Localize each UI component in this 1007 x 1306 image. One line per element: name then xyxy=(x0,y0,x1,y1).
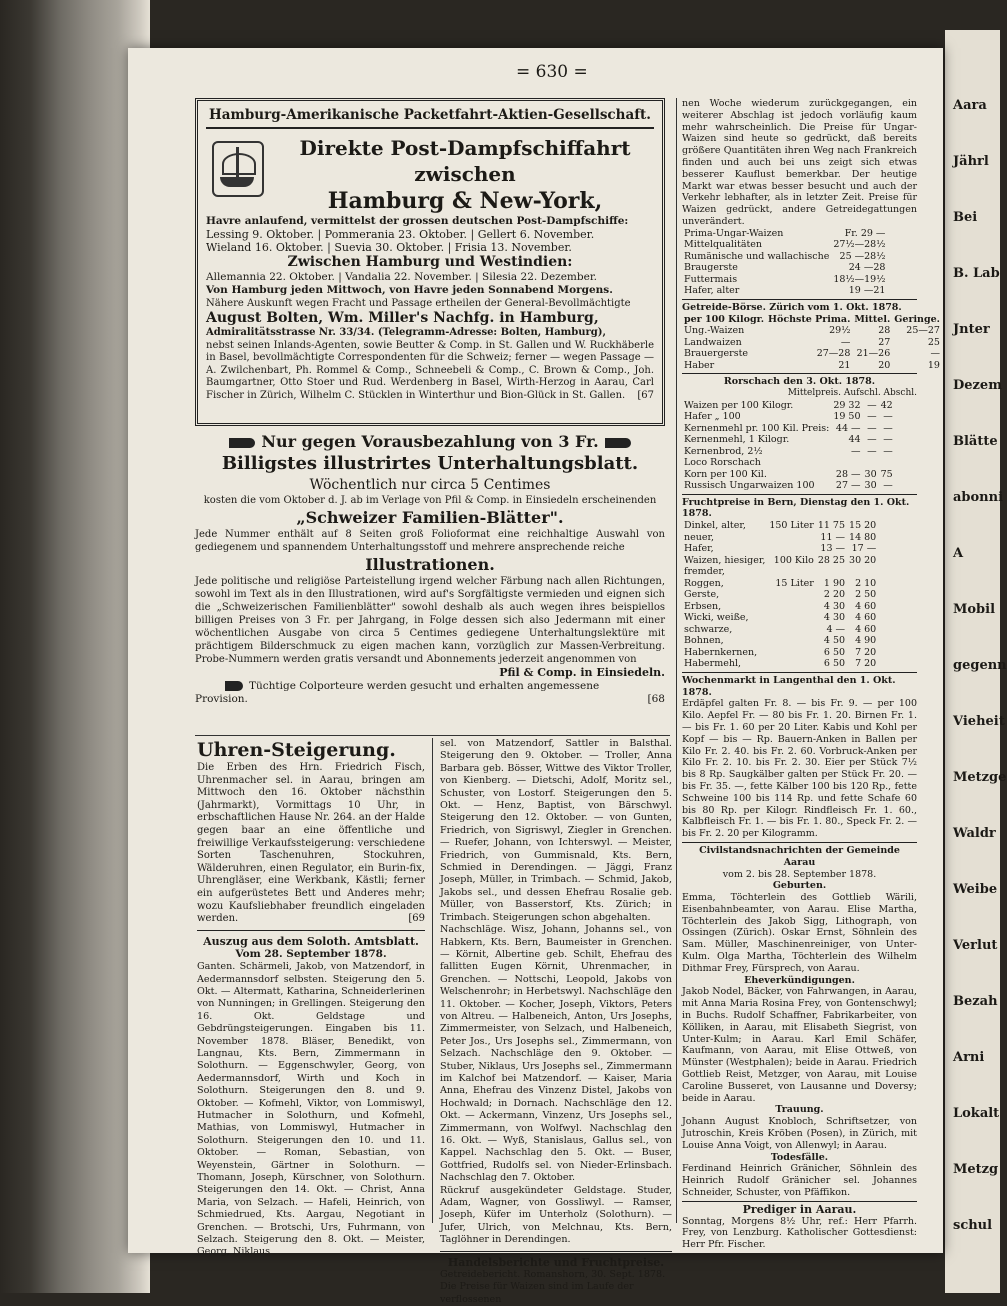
pointing-hand-icon xyxy=(225,681,243,691)
rorschach-cell: 30 xyxy=(864,480,877,492)
facing-page-fragment: Waldr xyxy=(953,826,996,841)
bern-cell xyxy=(767,543,815,555)
romanshorn-row xyxy=(682,285,887,297)
rorschach-cell: Waizen per 100 Kilogr. xyxy=(684,399,794,411)
bern-cell: 17 — xyxy=(851,543,877,555)
zurich-row xyxy=(682,325,942,337)
rorschach-price-table xyxy=(682,400,895,492)
bern-row xyxy=(682,532,878,544)
rorschach-cell: Loco Rorschach xyxy=(684,457,761,469)
bern-cell: Wicki, weiße, xyxy=(684,612,749,624)
bern-cell: 6 50 xyxy=(823,658,846,670)
rorschach-row xyxy=(682,423,895,435)
hapag-weekly-line: Von Hamburg jeden Mittwoch, von Havre jeden Sonnabend Morgens. xyxy=(206,284,613,296)
zurich-cell: 19 xyxy=(927,359,940,371)
bern-cell xyxy=(767,589,815,601)
zurich-header-cell: per 100 Kilogr. xyxy=(684,313,765,325)
romanshorn-cell: Mittelqualitäten xyxy=(684,239,763,251)
hapag-address: Admiralitätsstrasse Nr. 33/34. (Telegramm-Adresse: Bolten, Hamburg), xyxy=(206,327,606,338)
amtsblatt-body: Ganten. Schärmeli, Jakob, von Matzendorf, in Aedermannsdorf selbsten. Steigerung den 5. Okt. — Altermatt, Katharina, Schneiderlerinen von Nunningen; in Grellingen. Steigerung den 16. Okt. Geldstage und Gebdrüngsteigerungen. Eingaben bis 11. November 1878. Bläser, Benedikt, von Langnau, Kts. Bern, Zimmermann in Solothurn. — Eggenschwyler, Georg, von Aedermannsdorf, Wirth und Koch in Solothurn. Steigerungen den 8. und 9. Oktober. — Kofmehl, Viktor, von Lommiswyl, Hutmacher in Solothurn, und Kofmehl, Mathias, von Lommiswyl, Hutmacher in Solothurn. Steigerungen den 10. und 11. Oktober. — Roman, Sebastian, von Weyenstein, Gärtner in Solothurn. — Thomann, Joseph, Kürschner, von Solothurn. Steigerungen den 14. Okt. — Christ, Anna Maria, von Selzach. — Hafeli, Heinrich, von Schmiedrued, Kts. Aargau, Negotiant in Grenchen. — Brotschi, Urs, Fuhrmann, von Selzach. Steigerung den 8. Okt. — Meister, Georg, Niklaus xyxy=(197,961,425,1258)
hapag-sailings-row1: Lessing 9. Oktober. | Pommerania 23. Oktober. | Gellert 6. November. xyxy=(206,228,595,241)
bern-cell xyxy=(767,624,815,636)
pointing-hand-icon xyxy=(605,438,631,448)
bern-cell: Hafer, xyxy=(684,543,714,555)
facing-page-fragment: Arni xyxy=(953,1050,985,1065)
uhren-body xyxy=(197,762,425,926)
blatt-magazine-name: „Schweizer Familien-Blätter". xyxy=(296,508,564,527)
blatt-subtitle: Wöchentlich nur circa 5 Centimes xyxy=(309,477,551,493)
langenthal-title: Wochenmarkt in Langenthal den 1. Okt. 1878. xyxy=(682,674,896,698)
left-column xyxy=(197,738,425,1259)
rorschach-row xyxy=(682,400,895,412)
zurich-cell: 27 xyxy=(878,336,891,348)
zurich-cell: 25—27 xyxy=(906,325,940,337)
facing-page-fragment: Blätte xyxy=(953,434,998,449)
bern-cell: Bohnen, xyxy=(684,635,724,647)
rorschach-cell: — xyxy=(867,445,877,457)
bern-row xyxy=(682,635,878,647)
bern-cell: 7 20 xyxy=(855,658,877,670)
rorschach-title: Rorschach den 3. Okt. 1878. xyxy=(723,376,876,388)
bern-cell: fremder, xyxy=(684,566,725,578)
bern-cell xyxy=(767,532,815,544)
romanshorn-cell: 18½—19½ xyxy=(833,273,886,285)
bern-cell: 4 60 xyxy=(855,623,877,635)
page-number: = 630 = xyxy=(516,62,588,82)
civil-title: Civilstandsnachrichten der Gemeinde Aarau xyxy=(699,844,900,868)
romanshorn-cell: Braugerste xyxy=(684,262,738,274)
hapag-advertisement xyxy=(195,98,665,426)
bern-cell xyxy=(767,635,815,647)
rorschach-cell: Kernenmehl pr. 100 Kil. Preis: xyxy=(684,422,830,434)
uhren-title: Uhren-Steigerung. xyxy=(197,739,396,761)
blatt-illustrationen: Illustrationen. xyxy=(365,555,495,574)
romanshorn-cell: 24 —28 xyxy=(848,262,886,274)
romanshorn-cell: Fr. 29 — xyxy=(844,227,886,239)
bern-cell: neuer, xyxy=(684,531,714,543)
rorschach-cell: Russisch Ungarwaizen 100 xyxy=(684,480,815,492)
right-column xyxy=(682,98,940,1251)
bern-title: Fruchtpreise in Bern, Dienstag den 1. Okt. 1878. xyxy=(682,496,910,520)
blatt-provision: Provision. xyxy=(195,693,248,705)
hapag-ref: [67 xyxy=(637,389,654,401)
geburten-title: Geburten. xyxy=(772,880,827,892)
romanshorn-cell: Rumänische und wallachische xyxy=(684,250,830,262)
bern-cell: 7 20 xyxy=(855,646,877,658)
handel-body: Getreidebericht. Romanshorn, 30. Sept. 1878. Die Preise für Waizen sind im Laufe der verflossenen xyxy=(440,1268,666,1305)
romanshorn-row xyxy=(682,239,887,251)
langenthal-body: Erdäpfel galten Fr. 8. — bis Fr. 9. — per 100 Kilo. Aepfel Fr. — 80 bis Fr. 1. 20. Birnen Fr. 1. — bis Fr. 1. 60 per 20 Liter. Kabis und Kohl per Kopf — bis — Rp. Bauern-Anken in Ballen per Kilo Fr. 2. 40. bis Fr. 2. 60. Vorbruck-Anken per Kilo Fr. 2. 10. bis Fr. 2. 30. Eier per Stück 7½ bis 8 Rp. Saugkälber galten per Stück Fr. 20. — bis Fr. 35. —, fette Kälber 100 bis 120 Rp., fette Schweine 100 bis 114 Rp. und fette Schafe 60 bis 80 Rp. per Kilogr. Rindfleisch Fr. 1. 60., Kalbfleisch Fr. 1. — bis Fr. 1. 80., Speck Fr. 2. — bis Fr. 2. 20 per Kilogramm. xyxy=(682,698,917,840)
romanshorn-row xyxy=(682,274,887,286)
hapag-header: Hamburg-Amerikanische Packetfahrt-Aktien-Gesellschaft. xyxy=(206,107,654,129)
mid-body1: sel. von Matzendorf, Sattler in Balsthal. Steigerung den 9. Oktober. — Troller, Anna Barbara geb. Bösser, Wittwe des Viktor Troller, von Kienberg. — Dietschi, Adolf, Moritz sel., Schuster, von Lostorf. Steigerungen den 5. Okt. — Henz, Baptist, von Bärschwyl. Steigerung den 12. Oktober. — von Gunten, Friedrich, von Sigriswyl, Ziegler in Grenchen. — Ruefer, Johann, von Ichterswyl. — Meister, Friedrich, von Gummisnald, Kts. Bern, Schmied in Derendingen. — Jäggi, Franz Joseph, Müller, in Trimbach. — Schmid, Jakob, Jakobs sel., und dessen Ehefrau Rosalie geb. Müller, von Basserstorf, Kts. Zürich; in Trimbach. Steigerungen schon abgehalten. xyxy=(440,738,672,923)
romanshorn-price-table xyxy=(682,228,887,297)
rorschach-cell: Kernenmehl, 1 Kilogr. xyxy=(684,434,790,446)
hapag-info-line: Nähere Auskunft wegen Fracht und Passage ertheilen der General-Bevollmächtigte xyxy=(206,298,631,309)
bern-cell xyxy=(767,658,815,670)
familienblaetter-advertisement xyxy=(195,432,665,706)
facing-page-fragment: Metzge xyxy=(953,770,1007,785)
facing-page-fragment: Aara xyxy=(953,98,987,113)
bern-price-table xyxy=(682,520,878,670)
hapag-body-text: nebst seinen Inlands-Agenten, sowie Beutter & Comp. in St. Gallen und W. Ruckhäberle in Basel, bevollmächtigte Correspondenten für die Schweiz; ferner — wegen Passage — A. Zwilchenbart, Ph. Rommel & Comp., Schneebeli & Comp., C. Brown & Comp., Joh. Baumgartner, Otto Stoer und Rud. Werdenberg in Basel, Wirth-Herzog in Aarau, Carl Fischer in Zürich, Wilhelm C. Stücklen in Winterthur und Bion-Glück in St. Gallen. xyxy=(206,339,654,401)
rorschach-row xyxy=(682,457,895,469)
bern-row xyxy=(682,555,878,567)
bern-row xyxy=(682,612,878,624)
zurich-cell: 25 xyxy=(927,336,940,348)
bern-cell: 6 50 xyxy=(823,646,846,658)
romanshorn-cell: Prima-Ungar-Waizen xyxy=(684,227,784,239)
zurich-row xyxy=(682,337,942,349)
bern-cell: Gerste, xyxy=(684,589,720,601)
blatt-title1: Nur gegen Vorausbezahlung von 3 Fr. xyxy=(261,432,599,451)
bern-cell xyxy=(767,601,815,613)
zurich-row xyxy=(682,348,942,360)
hapag-title-line1: Direkte Post-Dampfschiffahrt zwischen xyxy=(299,136,631,186)
handel-title: Handelsberichte und Fruchtpreise. xyxy=(447,1255,665,1269)
bern-cell: 15 Liter xyxy=(775,577,814,589)
bern-cell: 11 — xyxy=(820,531,846,543)
romanshorn-cell: Futtermais xyxy=(684,273,738,285)
amtsblatt-date: Vom 28. September 1878. xyxy=(235,947,387,960)
rorschach-cell: Hafer „ 100 xyxy=(684,411,741,423)
hapag-title-line2: Hamburg & New-York, xyxy=(327,188,603,214)
ehe-title: Eheverkündigungen. xyxy=(744,974,855,986)
uhren-body-text: Die Erben des Hrn. Friedrich Fisch, Uhrenmacher sel. in Aarau, bringen am Mittwoch den 16. Oktober nächsthin (Jahrmarkt), Vormittags 10 Uhr, in erbschaftlichen Hause Nr. 264. an der Halde gegen baar an eine öffentliche und freiwillige Verkaufssteigerung: verschiedene Sorten Taschenuhren, Stockuhren, Wälderuhren, einen Regulator, ein Burin-fix, Uhrengläser, eine Werkbank, Kästli; ferner ein aufgerüstetes Bett und Anderes mehr; wozu Kaufsliebhaber freundlich eingeladen werden. xyxy=(197,762,425,925)
bern-cell: 15 20 xyxy=(849,520,877,532)
hapag-body xyxy=(206,340,654,403)
rorschach-cell: 29 32 xyxy=(833,399,861,411)
rorschach-cell: — xyxy=(883,411,893,423)
bern-row xyxy=(682,601,878,613)
bern-cell: 28 25 xyxy=(817,554,846,566)
bern-cell: 4 60 xyxy=(855,612,877,624)
facing-page-edge xyxy=(945,30,1007,1293)
facing-page-fragment: abonni xyxy=(953,490,1004,505)
zurich-cell: Haber xyxy=(684,359,715,371)
tod-title: Todesfälle. xyxy=(770,1151,829,1163)
facing-page-fragment: Dezem xyxy=(953,378,1002,393)
romanshorn-cell: Hafer, alter xyxy=(684,285,740,297)
bern-cell xyxy=(767,612,815,624)
bern-cell: 1 90 xyxy=(823,577,846,589)
zurich-header-cell: Geringe. xyxy=(894,313,940,325)
rorschach-cell: Korn per 100 Kil. xyxy=(684,468,767,480)
prediger-title: Prediger in Aarau. xyxy=(742,1202,857,1216)
market-intro: nen Woche wiederum zurückgegangen, ein weiterer Abschlag ist jedoch vorläufig kaum mehr wahrscheinlich. Die Preise für Ungar-Waizen sind heute so gedrückt, daß bereits größere Quantitäten ihren Weg nach Frankreich finden und auch bei uns zeigt sich etwas besserer Kauflust bemerkbar. Der heutige Markt war etwas besser besucht und auch der Verkehr lebhafter, als in letzter Zeit. Preise für Waizen gedrückt, andere Getreidegattungen unverändert. xyxy=(682,98,917,227)
zurich-cell: Ung.-Waizen xyxy=(684,325,745,337)
rorschach-cell: — xyxy=(867,434,877,446)
rorschach-cell: 42 xyxy=(880,399,893,411)
facing-page-fragment: A xyxy=(953,546,964,561)
bern-cell: Habernkernen, xyxy=(684,646,758,658)
rorschach-cell: 44 — xyxy=(835,422,861,434)
bern-cell: 4 30 xyxy=(823,600,846,612)
bern-cell: Roggen, xyxy=(684,577,724,589)
rorschach-row xyxy=(682,411,895,423)
zurich-cell: Brauergerste xyxy=(684,348,749,360)
bern-row xyxy=(682,589,878,601)
blatt-ref: [68 xyxy=(647,693,665,705)
romanshorn-cell: 27½—28½ xyxy=(833,239,886,251)
bern-cell: Habermehl, xyxy=(684,658,741,670)
zurich-header-cell: Höchste Prima. xyxy=(768,313,851,325)
rorschach-cell: 44 xyxy=(848,434,861,446)
rorschach-cell: 30 xyxy=(864,468,877,480)
hapag-agent: August Bolten, Wm. Miller's Nachfg. in Hamburg, xyxy=(206,310,599,326)
facing-page-fragment: Vieheit xyxy=(953,714,1005,729)
bern-cell xyxy=(767,647,815,659)
trauung-title: Trauung. xyxy=(775,1104,824,1116)
blatt-body: Jede politische und religiöse Parteistellung irgend welcher Färbung nach allen Richtungen, sowohl im Text als in den Illustrationen, wird auf's Sorgfältigste vermieden und eignen sich die „Schweizerischen Familienblätter" sowohl deshalb als auch wegen ihres beispiellos billigen Preises von 3 Fr. per Jahrgang, in Folge dessen sich also Jedermann mit einer wöchentlichen Ausgabe von circa 5 Centimes gediegene Unterhaltungslektüre mit prächtigem Bilderschmuck zu eigen machen kann, vorzüglich zur Massen-Verbreitung. Probe-Nummern werden gratis versandt und Abonnements jederzeit angenommen von xyxy=(195,576,665,665)
rorschach-row xyxy=(682,469,895,481)
rorschach-cell: 19 50 xyxy=(833,411,861,423)
facing-page-fragment: Mobil xyxy=(953,602,996,617)
rorschach-head: Mittelpreis. Aufschl. Abschl. xyxy=(787,387,917,398)
uhren-ref: [69 xyxy=(408,913,425,925)
ship-emblem-icon xyxy=(212,141,264,197)
rorschach-cell: — xyxy=(851,445,861,457)
zurich-cell: 29½ xyxy=(829,325,851,337)
bern-cell: 4 — xyxy=(826,623,846,635)
civil-date: vom 2. bis 28. September 1878. xyxy=(722,868,877,880)
bern-cell: 30 20 xyxy=(849,554,877,566)
rorschach-cell: — xyxy=(883,434,893,446)
rorschach-row xyxy=(682,446,895,458)
zurich-cell: 20 xyxy=(878,359,891,371)
bern-cell: 14 80 xyxy=(849,531,877,543)
bern-row xyxy=(682,647,878,659)
facing-page-fragment: Metzg xyxy=(953,1162,999,1177)
rorschach-cell: — xyxy=(867,422,877,434)
bern-cell: 4 90 xyxy=(855,635,877,647)
tod-body: Ferdinand Heinrich Gränicher, Söhnlein des Heinrich Rudolf Gränicher sel. Johannes Schneider, Schuster, von Pfäffikon. xyxy=(682,1163,917,1199)
rorschach-cell: Kernenbrod, 2½ xyxy=(684,445,763,457)
bern-row xyxy=(682,578,878,590)
zurich-title: Getreide-Börse. Zürich vom 1. Okt. 1878. xyxy=(682,301,902,313)
facing-page-fragment: schul xyxy=(953,1218,993,1233)
facing-page-fragment: gegenn xyxy=(953,658,1007,673)
amtsblatt-title: Auszug aus dem Soloth. Amtsblatt. xyxy=(203,934,419,948)
ehe-body: Jakob Nodel, Bäcker, von Fahrwangen, in Aarau, mit Anna Maria Rosina Frey, von Gontenschwyl; in Buchs. Rudolf Schaffner, Fabrikarbeiter, von Kölliken, in Aarau, mit Elisabeth Siegrist, von Unter-Kulm; in Aarau. Karl Emil Schäfer, Kaufmann, von Aarau, mit Elise Ottweß, von Münster (Westphalen); beide in Aarau. Friedrich Gottlieb Reist, Metzger, von Aarau, mit Louise Caroline Busseret, von Lausanne und Doversy; beide in Aarau. xyxy=(682,986,917,1104)
bern-cell: 150 Liter xyxy=(769,520,814,532)
zurich-row xyxy=(682,360,942,372)
bern-cell xyxy=(816,566,847,578)
hapag-westindien: Zwischen Hamburg und Westindien: xyxy=(287,254,573,270)
rorschach-cell: — xyxy=(867,411,877,423)
romanshorn-cell: 25 —28½ xyxy=(839,250,886,262)
hapag-havre-line: Havre anlaufend, vermittelst der grossen deutschen Post-Dampfschiffe: xyxy=(206,215,629,227)
zurich-cell: 28 xyxy=(878,325,891,337)
zurich-cell: 21 xyxy=(838,359,851,371)
blatt-line2: Jede Nummer enthält auf 8 Seiten groß Folioformat eine reichhaltige Auswahl von gediegenem und spannendem Unterhaltungsstoff und mehrere ansprechende reiche xyxy=(195,529,665,553)
mid-rueckruf: Rückruf ausgekündeter Geldstage. Studer, Adam, Wagner, von Gossliwyl. — Ramser, Joseph, Küfer im Unterholz (Solothurn). — Jufer, Ulrich, von Melchnau, Kts. Bern, Taglöhner in Derendingen. xyxy=(440,1184,672,1246)
rorschach-cell: 75 xyxy=(880,468,893,480)
rorschach-cell: — xyxy=(883,445,893,457)
bern-cell: 13 — xyxy=(820,543,846,555)
bern-cell: schwarze, xyxy=(684,623,733,635)
bern-cell: 4 60 xyxy=(855,600,877,612)
trauung-body: Johann August Knobloch, Schriftsetzer, von Jutroschin, Kreis Kröben (Posen), in Zürich, mit Louise Anna Voigt, von Allenwyl; in Aarau. xyxy=(682,1116,917,1151)
rorschach-cell xyxy=(879,457,895,469)
bern-cell: 2 50 xyxy=(855,589,877,601)
pointing-hand-icon xyxy=(229,438,255,448)
zurich-header-row xyxy=(682,314,942,326)
blatt-title2: Billigstes illustrirtes Unterhaltungsblatt. xyxy=(221,453,639,474)
zurich-header-cell: Mittel. xyxy=(854,313,891,325)
bern-cell: Dinkel, alter, xyxy=(684,520,746,532)
bern-cell: 4 30 xyxy=(823,612,846,624)
rorschach-cell: — xyxy=(867,399,877,411)
prediger-body: Sonntag, Morgens 8½ Uhr, ref.: Herr Pfarrh. Frey, von Lenzburg. Katholischer Gottesdienst: Herr Pfr. Fischer. xyxy=(682,1215,917,1251)
bern-cell: 2 20 xyxy=(823,589,846,601)
bern-cell: 2 10 xyxy=(855,577,877,589)
bern-cell: 11 75 xyxy=(817,520,846,532)
hapag-sailings-row2: Wieland 16. Oktober. | Suevia 30. Oktober. | Frisia 13. November. xyxy=(206,241,572,254)
rorschach-cell: 27 — xyxy=(835,480,861,492)
romanshorn-row xyxy=(682,262,887,274)
mid-nachschlaege: Nachschläge. Wisz, Johann, Johanns sel., von Habkern, Kts. Bern, Baumeister in Grenchen. — Körnit, Albertine geb. Schilt, Ehefrau des fallitten Eugen Körnit, Uhrenmacher, in Grenchen. — Nottschi, Leopold, Jakobs von Welschenrohr; in Herbetswyl. Nachschläge den 11. Oktober. — Kocher, Joseph, Viktors, Peters von Altreu. — Halbeneich, Anton, Urs Josephs, Zimmermeister, von Selzach, und Halbeneich, Peter Jos., Urs Josephs sel., Zimmermann, von Selzach. Nachschläge den 9. Oktober. — Stuber, Niklaus, Urs Josephs sel., Zimmermann im Kalchof bei Matzendorf. — Kaiser, Maria Anna, Ehefrau des Vinzenz Distel, Jakobs von Hochwald; in Dornach. Nachschläge den 12. Okt. — Ackermann, Vinzenz, Urs Josephs sel., Zimmermann, von Wolfwyl. Nachschlag den 16. Okt. — Wyß, Stanislaus, Gallus sel., von Kappel. Nachschlag den 5. Okt. — Buser, Gottfried, Rudolfs sel. von Nieder-Erlinsbach. Nachschlag den 7. Oktober. xyxy=(440,924,672,1184)
bern-row xyxy=(682,624,878,636)
facing-page-fragment: Jnter xyxy=(953,322,990,337)
bern-cell: 100 Kilo xyxy=(773,554,814,566)
facing-page-fragment: Verlut xyxy=(953,938,998,953)
romanshorn-row xyxy=(682,251,887,263)
zurich-cell: 21—26 xyxy=(856,348,891,360)
bern-row xyxy=(682,520,878,532)
blatt-publisher: Pfil & Comp. in Einsiedeln. xyxy=(499,666,665,679)
middle-column xyxy=(440,738,672,1306)
zurich-cell: — xyxy=(840,336,851,348)
facing-page-fragment: Bei xyxy=(953,210,978,225)
bern-cell: Waizen, hiesiger, xyxy=(684,554,766,566)
bern-cell: 4 50 xyxy=(823,635,846,647)
rorschach-cell xyxy=(831,457,862,469)
bern-cell xyxy=(767,566,815,578)
rorschach-cell: 28 — xyxy=(835,468,861,480)
zurich-cell: 27—28 xyxy=(816,348,851,360)
facing-page-fragment: B. Lab xyxy=(953,266,1000,281)
facing-page-fragment: Bezah xyxy=(953,994,998,1009)
rorschach-row xyxy=(682,480,895,492)
facing-page-fragment: Jährl xyxy=(953,154,989,169)
romanshorn-row xyxy=(682,228,887,240)
rorschach-row xyxy=(682,434,895,446)
zurich-cell: Landwaizen xyxy=(684,336,742,348)
hapag-sailings-row3: Allemannia 22. Oktober. | Vandalia 22. November. | Silesia 22. Dezember. xyxy=(206,271,598,283)
geburten-body: Emma, Töchterlein des Gottlieb Wärili, Eisenbahnbeamter, von Aarau. Elise Martha, Töchterlein des Jakob Sigg, Lithograph, von Ossingen (Zürich). Oskar Ernst, Söhnlein des Sam. Müller, Maschinenreiniger, von Unter-Kulm. Olga Martha, Töchterlein des Wilhelm Dithmar Frey, Fürsprech, von Aarau. xyxy=(682,892,917,974)
facing-page-fragment: Weibe xyxy=(953,882,998,897)
facing-page-fragment: Lokalt xyxy=(953,1106,1000,1121)
bern-cell xyxy=(847,566,878,578)
rorschach-cell xyxy=(863,457,879,469)
bern-row xyxy=(682,658,878,670)
bern-row xyxy=(682,543,878,555)
zurich-cell: — xyxy=(930,348,940,360)
blatt-line1: kosten die vom Oktober d. J. ab im Verlage von Pfil & Comp. in Einsiedeln erscheinenden xyxy=(203,495,657,506)
bern-row xyxy=(682,566,878,578)
bern-cell: Erbsen, xyxy=(684,600,722,612)
romanshorn-cell: 19 —21 xyxy=(848,285,886,297)
zurich-price-table xyxy=(682,314,942,372)
rorschach-cell: — xyxy=(883,480,893,492)
blatt-colporteure: Tüchtige Colporteure werden gesucht und erhalten angemessene xyxy=(249,680,600,692)
rorschach-cell: — xyxy=(883,422,893,434)
